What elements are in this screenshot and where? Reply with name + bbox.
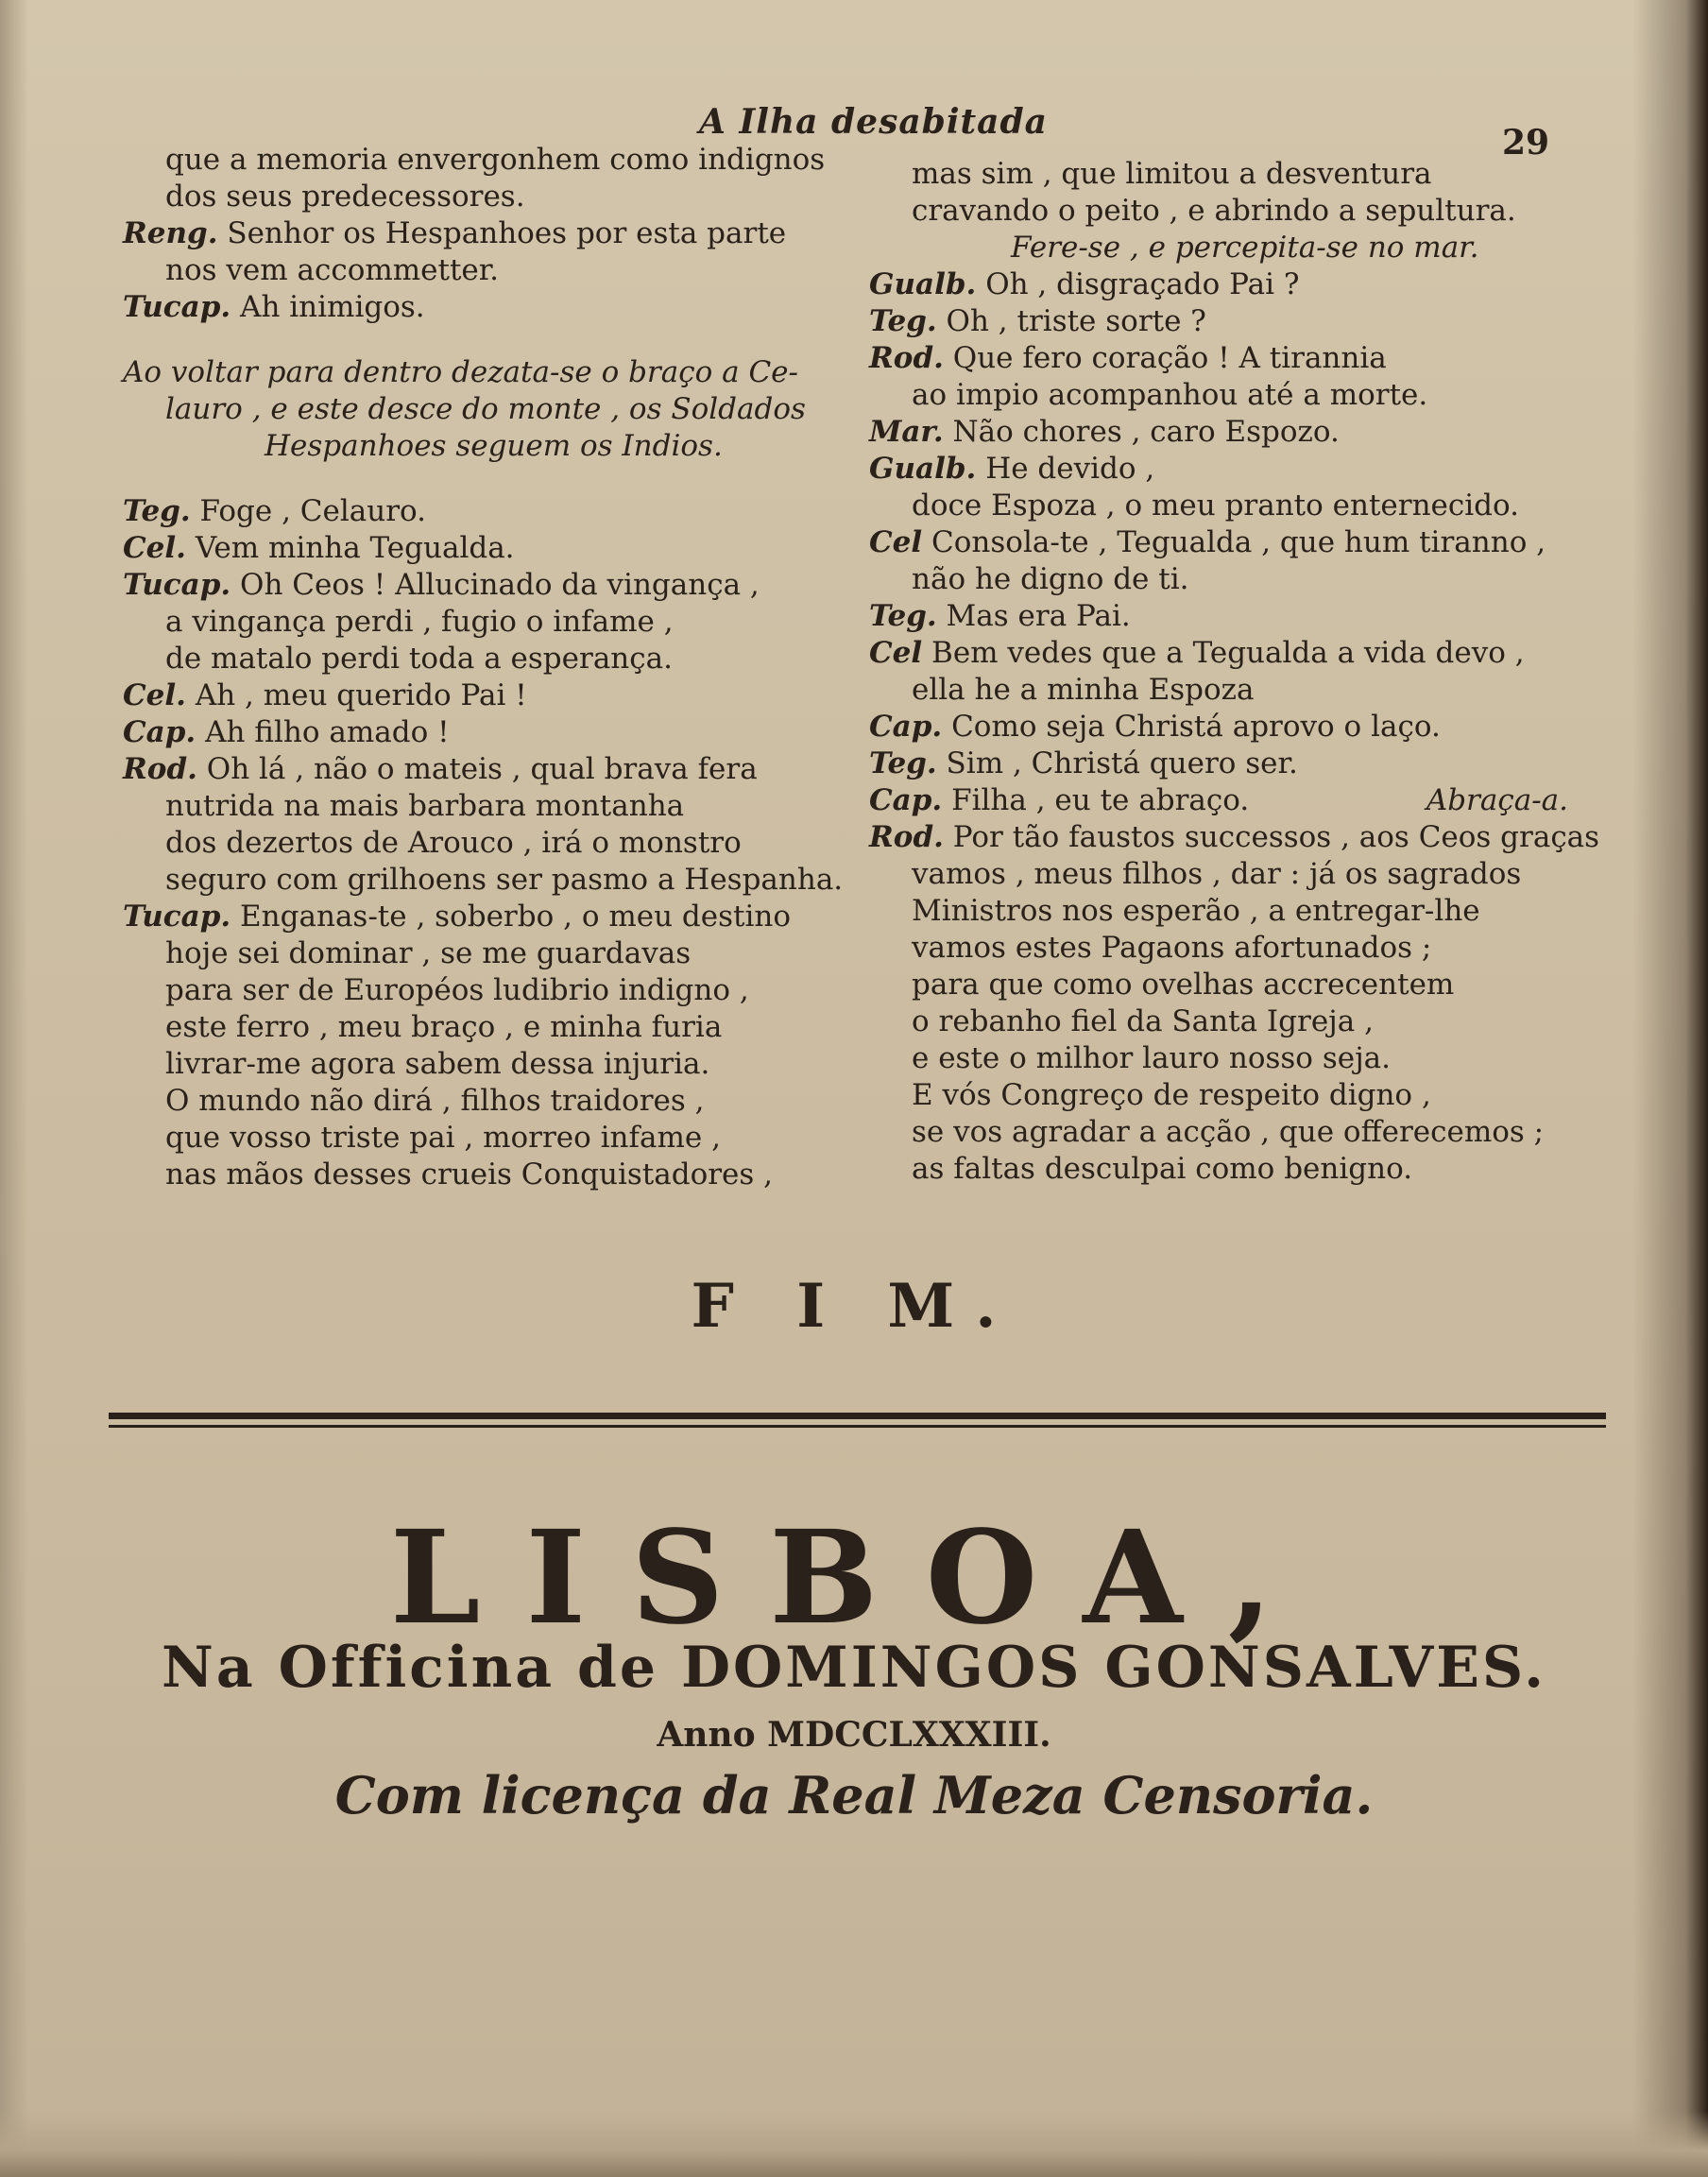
line-text: Mas era Pai.	[936, 599, 1131, 633]
text-line	[123, 493, 860, 530]
text-line	[123, 862, 860, 899]
speaker-label: Cel	[869, 636, 923, 670]
text-line	[869, 709, 1606, 746]
line-text: livrar-me agora sabem dessa injuria.	[165, 1047, 710, 1081]
line-text: Não chores , caro Espozo.	[943, 415, 1340, 449]
text-line	[123, 391, 860, 428]
text-line	[869, 561, 1606, 598]
line-text: Ministros nos esperão , a entregar-lhe	[912, 894, 1480, 928]
speaker-label: Cap.	[869, 783, 943, 817]
text-line	[123, 1083, 860, 1120]
text-line	[123, 825, 860, 862]
text-line	[123, 215, 860, 252]
line-text: cravando o peito , e abrindo a sepultura.	[912, 194, 1516, 228]
text-line	[123, 428, 860, 465]
text-line	[869, 1040, 1606, 1077]
speaker-label: Cel.	[123, 531, 186, 565]
imprint-city: LISBOA,	[389, 1502, 1319, 1654]
text-line	[123, 604, 860, 641]
speaker-label: Teg.	[869, 599, 937, 633]
text-line	[869, 635, 1606, 672]
page-edge-shadow	[1632, 0, 1708, 2177]
line-text: Ao voltar para dentro dezata-se o braço a Ce-	[123, 355, 798, 389]
text-line	[123, 1009, 860, 1046]
text-line	[123, 289, 860, 326]
speaker-label: Tucap.	[123, 900, 231, 934]
text-line	[123, 751, 860, 788]
text-line	[869, 230, 1606, 266]
text-line	[869, 377, 1606, 414]
line-text: He devido ,	[976, 452, 1155, 486]
text-line	[123, 326, 860, 354]
line-text: Por tão faustos successos , aos Ceos graças	[943, 820, 1600, 854]
line-text: o rebanho fiel da Santa Igreja ,	[912, 1004, 1374, 1038]
line-text: Filha , eu te abraço.	[942, 783, 1250, 817]
speaker-label: Gualb.	[869, 452, 977, 486]
line-text: Ah , meu querido Pai !	[185, 678, 527, 712]
text-line	[869, 1114, 1606, 1151]
text-line	[869, 967, 1606, 1003]
line-text: hoje sei dominar , se me guardavas	[165, 936, 692, 970]
line-text: nos vem accommetter.	[165, 253, 500, 287]
line-text: Enganas-te , soberbo , o meu destino	[231, 900, 792, 934]
line-text: O mundo não dirá , filhos traidores ,	[165, 1084, 705, 1118]
text-line	[869, 193, 1606, 230]
line-text: seguro com grilhoens ser pasmo a Hespanha.	[165, 863, 844, 897]
speaker-label: Rod.	[869, 820, 944, 854]
line-text: as faltas desculpai como benigno.	[912, 1152, 1413, 1186]
speaker-label: Teg.	[869, 304, 937, 338]
text-line	[869, 598, 1606, 635]
text-line	[123, 714, 860, 751]
imprint-year: Anno MDCCLXXXIII.	[657, 1715, 1051, 1755]
text-line	[869, 893, 1606, 930]
text-line	[869, 266, 1606, 303]
text-line	[869, 488, 1606, 524]
line-text: Ah inimigos.	[231, 290, 425, 324]
speaker-label: Reng.	[123, 216, 218, 250]
text-line	[123, 899, 860, 935]
line-text: mas sim , que limitou a desventura	[912, 157, 1432, 191]
page-number: 29	[1502, 123, 1550, 163]
line-text: Que fero coração ! A tirannia	[943, 341, 1387, 375]
speaker-label: Cel.	[123, 678, 186, 712]
line-text: lauro , e este desce do monte , os Soldados	[165, 392, 806, 426]
line-text: de matalo perdi toda a esperança.	[165, 642, 673, 676]
speaker-label: Rod.	[869, 341, 944, 375]
text-line	[123, 465, 860, 493]
line-text: e este o milhor lauro nosso seja.	[912, 1041, 1392, 1075]
line-text: Oh , disgraçado Pai ?	[976, 267, 1300, 301]
text-line	[123, 1120, 860, 1157]
text-line	[869, 1151, 1606, 1188]
text-line	[869, 746, 1606, 782]
text-line	[123, 354, 860, 391]
line-text: que vosso triste pai , morreo infame ,	[165, 1121, 721, 1155]
speaker-label: Cel	[869, 525, 923, 559]
left-text-column	[123, 142, 860, 1193]
text-line	[123, 179, 860, 215]
text-line	[869, 672, 1606, 709]
line-text: Fere-se , e percepita-se no mar.	[1011, 231, 1479, 265]
line-text: não he digno de ti.	[912, 562, 1189, 596]
text-line	[123, 142, 860, 179]
text-line	[869, 1003, 1606, 1040]
speaker-label: Rod.	[123, 752, 197, 786]
speaker-label: Teg.	[123, 494, 191, 528]
line-text: se vos agradar a acção , que offerecemos ;	[912, 1115, 1545, 1149]
line-text: Oh , triste sorte ?	[936, 304, 1206, 338]
speaker-label: Tucap.	[123, 290, 231, 324]
line-text: E vós Congreço de respeito digno ,	[912, 1078, 1431, 1112]
right-text-column	[869, 156, 1606, 1188]
page-bottom-edge	[0, 2111, 1708, 2177]
imprint-printer: Na Officina de DOMINGOS GONSALVES.	[161, 1635, 1547, 1701]
line-text: Vem minha Tegualda.	[185, 531, 515, 565]
text-line	[869, 451, 1606, 488]
line-text: dos dezertos de Arouco , irá o monstro	[165, 826, 742, 860]
line-text: Foge , Celauro.	[190, 494, 427, 528]
line-text: Hespanhoes seguem os Indios.	[265, 429, 723, 463]
speaker-label: Teg.	[869, 746, 937, 780]
text-line	[869, 819, 1606, 856]
line-text: vamos estes Pagaons afortunados ;	[912, 931, 1432, 965]
line-text: este ferro , meu braço , e minha furia	[165, 1010, 723, 1044]
text-line	[869, 930, 1606, 967]
line-text: que a memoria envergonhem como indignos	[165, 143, 826, 177]
line-text: doce Espoza , o meu pranto enternecido.	[912, 489, 1519, 523]
speaker-label: Gualb.	[869, 267, 977, 301]
end-mark: F I M.	[691, 1271, 1017, 1342]
line-text: Senhor os Hespanhoes por esta parte	[217, 216, 787, 250]
text-line	[869, 414, 1606, 451]
text-line	[869, 303, 1606, 340]
line-text: Bem vedes que a Tegualda a vida devo ,	[922, 636, 1525, 670]
text-line	[869, 156, 1606, 193]
text-line	[123, 530, 860, 567]
line-text: ao impio acompanhou até a morte.	[912, 378, 1428, 412]
line-text: Oh lá , não o mateis , qual brava fera	[196, 752, 758, 786]
line-text: vamos , meus filhos , dar : já os sagrados	[912, 857, 1522, 891]
line-text: a vingança perdi , fugio o infame ,	[165, 605, 674, 639]
line-text: para que como ovelhas accrecentem	[912, 968, 1455, 1002]
text-line	[869, 1077, 1606, 1114]
text-line	[869, 340, 1606, 377]
line-text: nutrida na mais barbara montanha	[165, 789, 685, 823]
line-text: Oh Ceos ! Allucinado da vingança ,	[231, 568, 760, 602]
line-text: nas mãos desses crueis Conquistadores ,	[165, 1157, 774, 1191]
line-text: Ah filho amado !	[196, 715, 450, 749]
speaker-label: Cap.	[869, 710, 943, 744]
speaker-label: Cap.	[123, 715, 196, 749]
imprint-licence: Com licença da Real Meza Censoria.	[334, 1765, 1374, 1826]
text-line	[123, 935, 860, 972]
ornamental-rule-thin	[109, 1425, 1606, 1428]
text-line	[123, 567, 860, 604]
text-line	[123, 788, 860, 825]
ornamental-rule	[109, 1413, 1606, 1419]
text-line	[123, 1046, 860, 1083]
text-line	[869, 782, 1606, 819]
text-line	[123, 252, 860, 289]
stage-aside: Abraça-a.	[1426, 783, 1568, 817]
speaker-label: Tucap.	[123, 568, 231, 602]
text-line	[123, 677, 860, 714]
page-spine-shadow	[0, 0, 28, 2177]
line-text: Como seja Christá aprovo o laço.	[942, 710, 1441, 744]
running-header: A Ilha desabitada	[699, 102, 1048, 142]
text-line	[869, 524, 1606, 561]
text-line	[869, 856, 1606, 893]
text-line	[123, 1157, 860, 1193]
text-line	[123, 641, 860, 677]
line-text: ella he a minha Espoza	[912, 673, 1255, 707]
line-text: dos seus predecessores.	[165, 180, 525, 214]
line-text: Sim , Christá quero ser.	[936, 746, 1298, 780]
speaker-label: Mar.	[869, 415, 944, 449]
line-text: para ser de Européos ludibrio indigno ,	[165, 973, 749, 1007]
line-text: Consola-te , Tegualda , que hum tiranno ,	[922, 525, 1546, 559]
text-line	[123, 972, 860, 1009]
